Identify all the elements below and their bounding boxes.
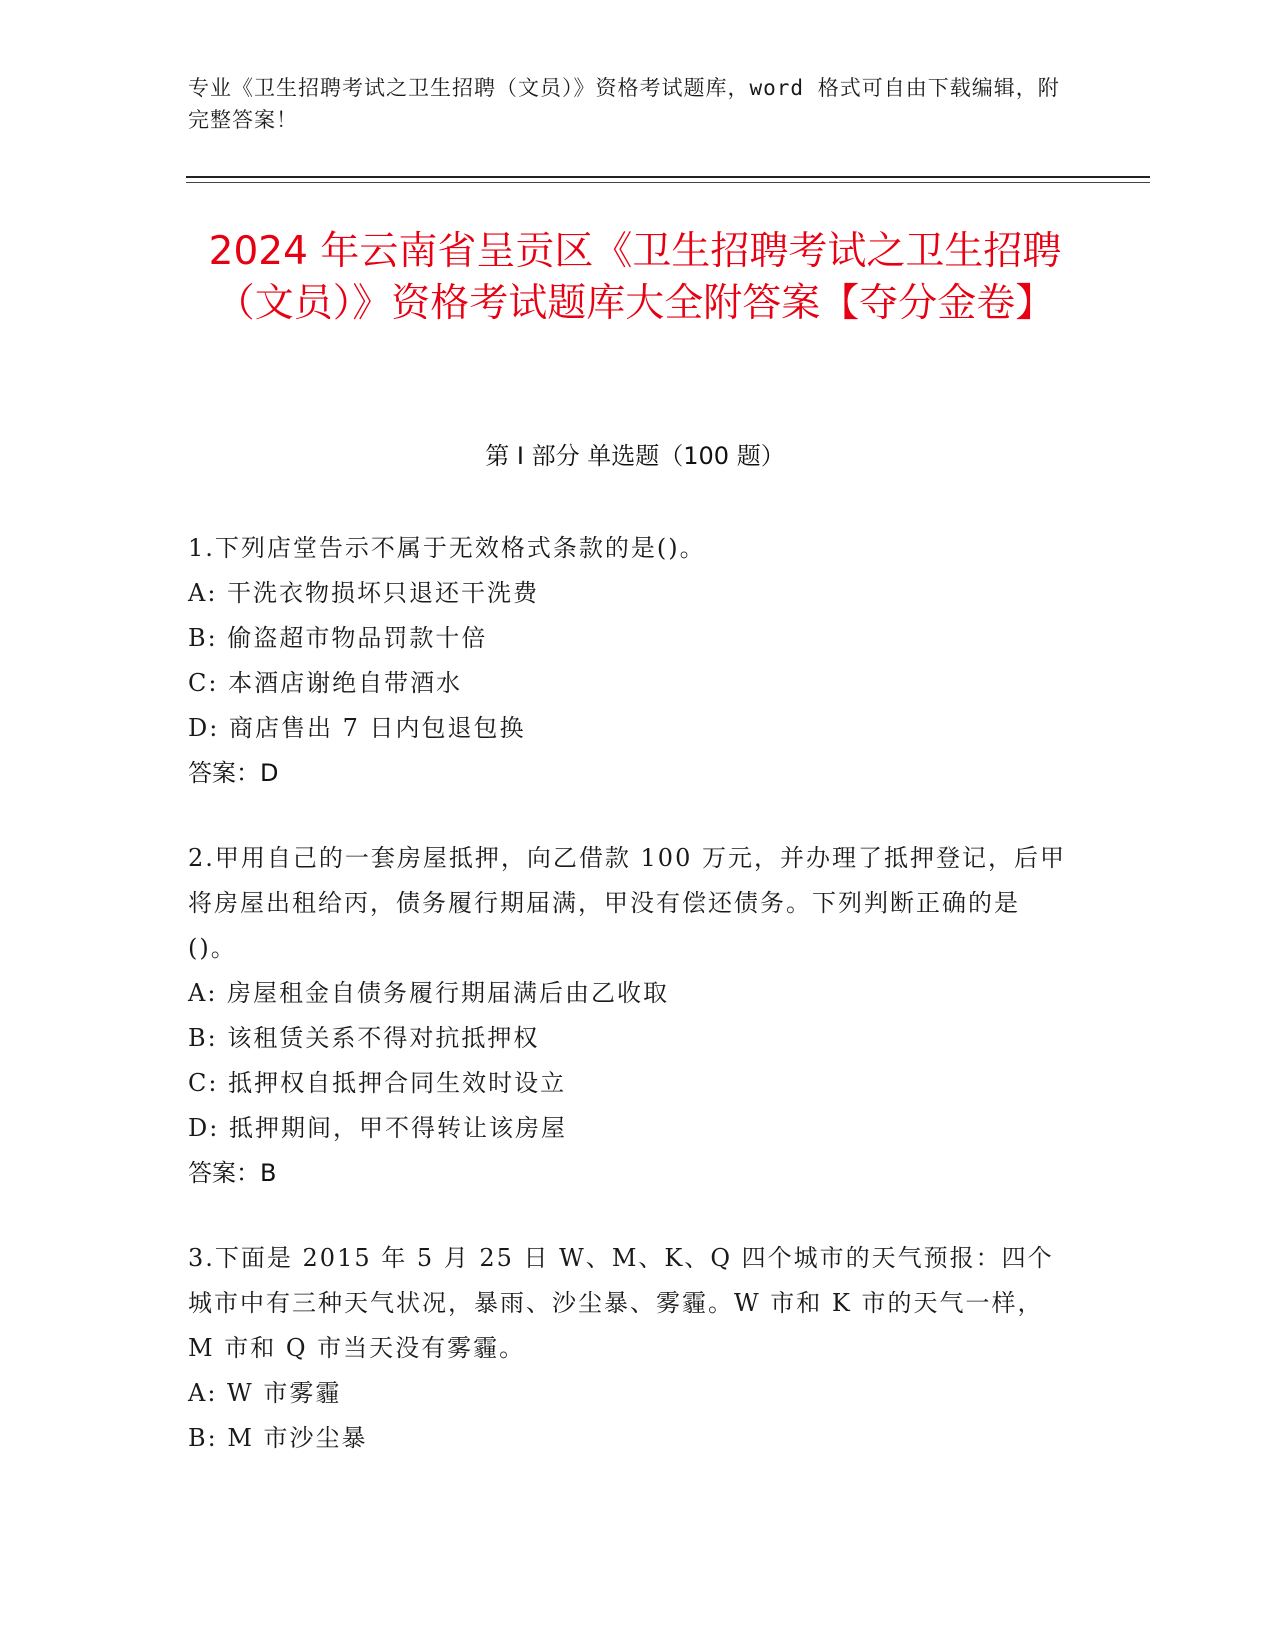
option-d: D: 抵押期间，甲不得转让该房屋 [188,1114,567,1142]
question-2 [188,836,1068,1196]
option-b: B: 偷盗超市物品罚款十倍 [188,624,488,652]
question-text: 3.下面是 2015 年 5 月 25 日 W、M、K、Q 四个城市的天气预报：四个城市中有三种天气状况，暴雨、沙尘暴、雾霾。W 市和 K 市的天气一样，M 市和 Q 市当天没有雾霾。 [188,1244,1054,1362]
option-a: A: 干洗衣物损坏只退还干洗费 [188,579,540,607]
question-1 [188,526,1068,796]
option-c: C: 抵押权自抵押合同生效时设立 [188,1069,567,1097]
option-c: C: 本酒店谢绝自带酒水 [188,669,463,697]
header-divider-thin [186,182,1150,183]
option-b: B: M 市沙尘暴 [188,1424,368,1452]
option-a: A: 房屋租金自债务履行期届满后由乙收取 [188,979,670,1007]
document-title: 2024 年云南省呈贡区《卫生招聘考试之卫生招聘（文员）》资格考试题库大全附答案【夺分金卷】 [208,229,1062,326]
question-text: 1.下列店堂告示不属于无效格式条款的是()。 [188,534,706,562]
section-heading: 第 I 部分 单选题（100 题） [485,442,785,470]
header-note: 专业《卫生招聘考试之卫生招聘（文员）》资格考试题库，word 格式可自由下载编辑，附完整答案！ [188,76,1060,132]
option-d: D: 商店售出 7 日内包退包换 [188,714,526,742]
option-a: A: W 市雾霾 [188,1379,342,1407]
answer: 答案：B [188,1159,277,1187]
option-b: B: 该租赁关系不得对抗抵押权 [188,1024,540,1052]
question-3 [188,1236,1068,1461]
question-list [188,526,1068,1501]
question-text: 2.甲用自己的一套房屋抵押，向乙借款 100 万元，并办理了抵押登记，后甲将房屋出租给丙，债务履行期届满，甲没有偿还债务。下列判断正确的是()。 [188,844,1066,962]
header-divider-thick [186,176,1150,178]
answer: 答案：D [188,759,279,787]
